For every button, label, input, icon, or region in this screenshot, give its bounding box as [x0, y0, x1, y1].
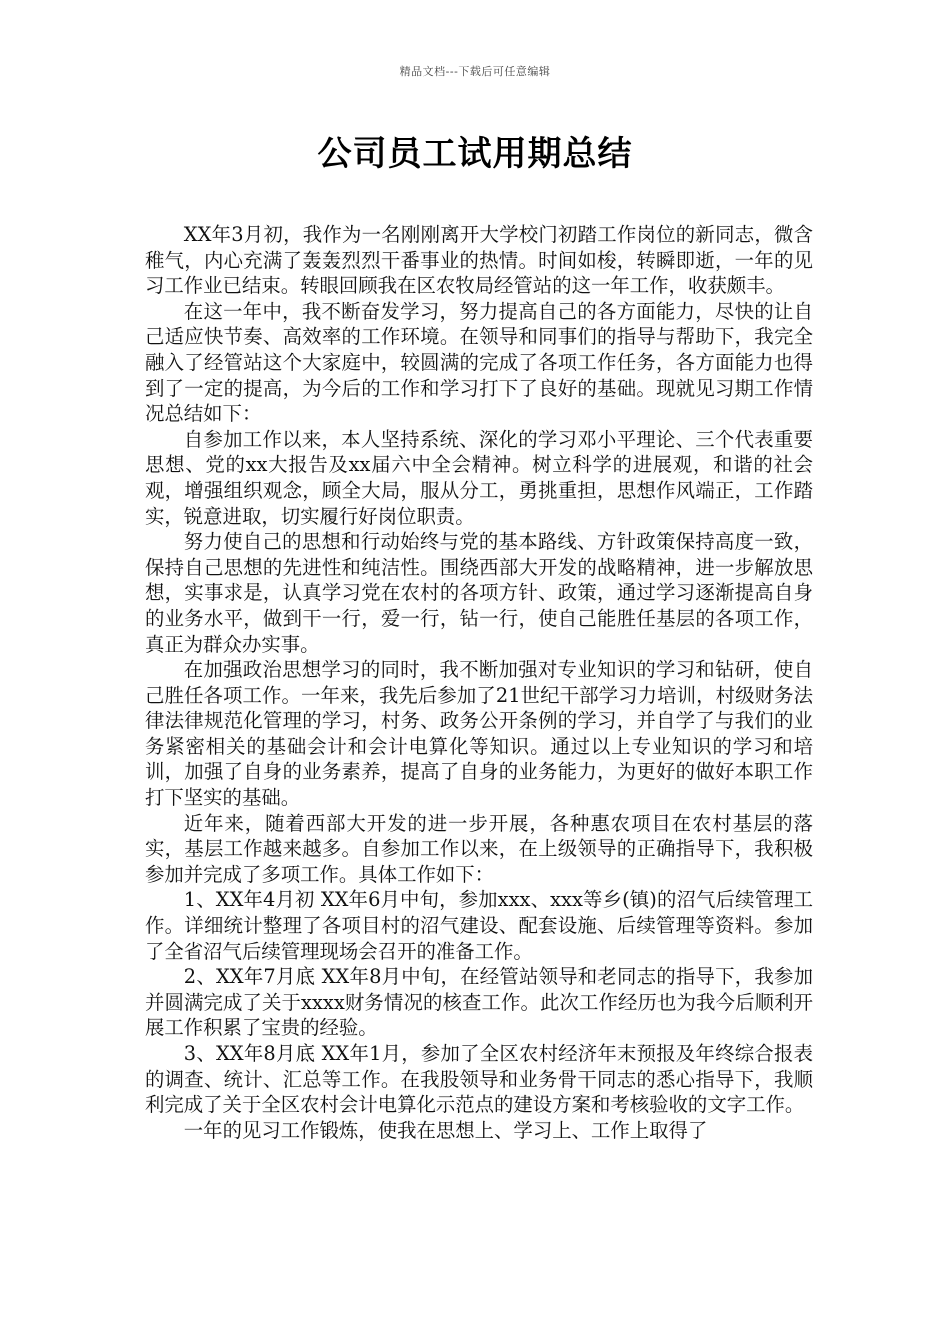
list-item: 3、XX年8月底 XX年1月，参加了全区农村经济年末预报及年终综合报表的调查、统计、汇总等工作。在我股领导和业务骨干同志的悉心指导下，我顺利完成了关于全区农村会计电算化示范点的建设方案和考核验收的文字工作。 — [145, 1042, 813, 1117]
paragraph: 一年的见习工作锻炼，使我在思想上、学习上、工作上取得了 — [183, 1118, 708, 1142]
paragraph: 近年来，随着西部大开发的进一步开展，各种惠农项目在农村基层的落实，基层工作越来越多。自参加工作以来，在上级领导的正确指导下，我积极参加并完成了多项工作。具体工作如下： — [145, 811, 813, 886]
paragraph: XX年3月初，我作为一名刚刚离开大学校门初踏工作岗位的新同志，微含稚气，内心充满了轰轰烈烈干番事业的热情。时间如梭，转瞬即逝，一年的见习工作业已结束。转眼回顾我在区农牧局经管站的这一年工作，收获颇丰。 — [145, 223, 813, 298]
document-body — [145, 222, 813, 1143]
paragraph: 在这一年中，我不断奋发学习，努力提高自己的各方面能力，尽快的让自己适应快节奏、高效率的工作环境。在领导和同事们的指导与帮助下，我完全融入了经管站这个大家庭中，较圆满的完成了各项工作任务，各方面能力也得到了一定的提高，为今后的工作和学习打下了良好的基础。现就见习期工作情况总结如下： — [145, 299, 813, 426]
paragraph: 自参加工作以来，本人坚持系统、深化的学习邓小平理论、三个代表重要思想、党的xx大报告及xx届六中全会精神。树立科学的进展观，和谐的社会观，增强组织观念，顾全大局，服从分工，勇挑重担，思想作风端正，工作踏实，锐意进取，切实履行好岗位职责。 — [145, 427, 813, 528]
list-item: 2、XX年7月底 XX年8月中旬，在经管站领导和老同志的指导下，我参加并圆满完成了关于xxxx财务情况的核查工作。此次工作经历也为我今后顺利开展工作积累了宝贵的经验。 — [145, 965, 813, 1040]
paragraph: 在加强政治思想学习的同时，我不断加强对专业知识的学习和钻研，使自己胜任各项工作。一年来，我先后参加了21世纪干部学习力培训，村级财务法律法律规范化管理的学习，村务、政务公开条例的学习，并自学了与我们的业务紧密相关的基础会计和会计电算化等知识。通过以上专业知识的学习和培训，加强了自身的业务素养，提高了自身的业务能力，为更好的做好本职工作打下坚实的基础。 — [145, 658, 813, 810]
paragraph: 努力使自己的思想和行动始终与党的基本路线、方针政策保持高度一致，保持自己思想的先进性和纯洁性。围绕西部大开发的战略精神，进一步解放思想，实事求是，认真学习党在农村的各项方针、政策，通过学习逐渐提高自身的业务水平，做到干一行，爱一行，钻一行，使自己能胜任基层的各项工作，真正为群众办实事。 — [145, 530, 813, 656]
list-item: 1、XX年4月初 XX年6月中旬，参加xxx、xxx等乡(镇)的沼气后续管理工作。详细统计整理了各项目村的沼气建设、配套设施、后续管理等资料。参加了全省沼气后续管理现场会召开的准备工作。 — [145, 888, 813, 963]
page-header-note: 精品文档---下载后可任意编辑 — [399, 65, 551, 78]
document-title: 公司员工试用期总结 — [317, 134, 633, 174]
